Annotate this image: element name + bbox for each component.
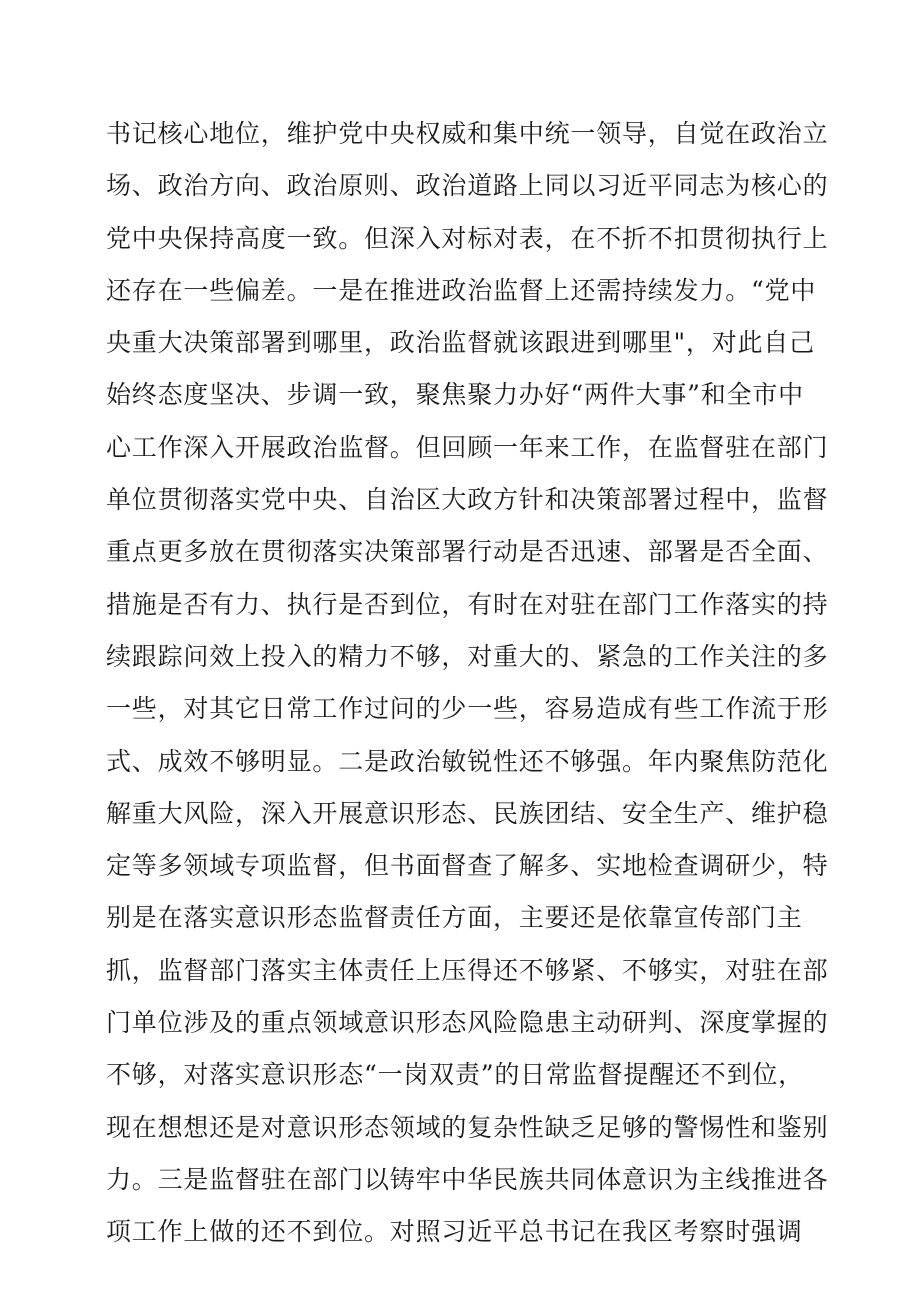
text-line-2: 场、政治方向、政治原则、政治道路上同以习近平同志为核心的	[106, 171, 829, 201]
text-line-22: 项工作上做的还不到位。对照习近平总书记在我区考察时强调	[106, 1217, 803, 1247]
body-text	[106, 108, 829, 1259]
text-line-19: 不够，对落实意识形态“一岗双责”的日常监督提醒还不到位，	[106, 1060, 804, 1090]
text-line-14: 解重大风险，深入开展意识形态、民族团结、安全生产、维护稳	[106, 798, 829, 828]
text-line-4: 还存在一些偏差。一是在推进政治监督上还需持续发力。“党中	[106, 275, 817, 305]
text-line-8: 单位贯彻落实党中央、自治区大政方针和决策部署过程中，监督	[106, 485, 829, 515]
text-line-7: 心工作深入开展政治监督。但回顾一年来工作，在监督驻在部门	[106, 432, 829, 462]
text-line-10: 措施是否有力、执行是否到位，有时在对驻在部门工作落实的持	[106, 589, 829, 619]
text-line-20: 现在想想还是对意识形态领域的复杂性缺乏足够的警惕性和鉴别	[106, 1112, 829, 1142]
text-line-17: 抓，监督部门落实主体责任上压得还不够紧、不够实，对驻在部	[106, 955, 829, 985]
text-line-13: 式、成效不够明显。二是政治敏锐性还不够强。年内聚焦防范化	[106, 746, 829, 776]
text-line-18: 门单位涉及的重点领域意识形态风险隐患主动研判、深度掌握的	[106, 1008, 829, 1038]
text-line-12: 一些，对其它日常工作过问的少一些，容易造成有些工作流于形	[106, 694, 829, 724]
text-line-9: 重点更多放在贯彻落实决策部署行动是否迅速、部署是否全面、	[106, 537, 829, 567]
text-line-15: 定等多领域专项监督，但书面督查了解多、实地检查调研少，特	[106, 851, 829, 881]
text-line-5: 央重大决策部署到哪里，政治监督就该跟进到哪里"，对此自己	[106, 328, 815, 358]
text-line-1: 书记核心地位，维护党中央权威和集中统一领导，自觉在政治立	[106, 119, 829, 148]
text-line-21: 力。三是监督驻在部门以铸牢中华民族共同体意识为主线推进各	[106, 1164, 829, 1194]
text-line-11: 续跟踪问效上投入的精力不够，对重大的、紧急的工作关注的多	[106, 641, 829, 671]
text-line-16: 别是在落实意识形态监督责任方面，主要还是依靠宣传部门主	[106, 903, 803, 933]
text-line-6: 始终态度坚决、步调一致，聚焦聚力办好“两件大事”和全市中	[106, 380, 804, 410]
text-line-3: 党中央保持高度一致。但深入对标对表，在不折不扣贯彻执行上	[106, 223, 829, 253]
